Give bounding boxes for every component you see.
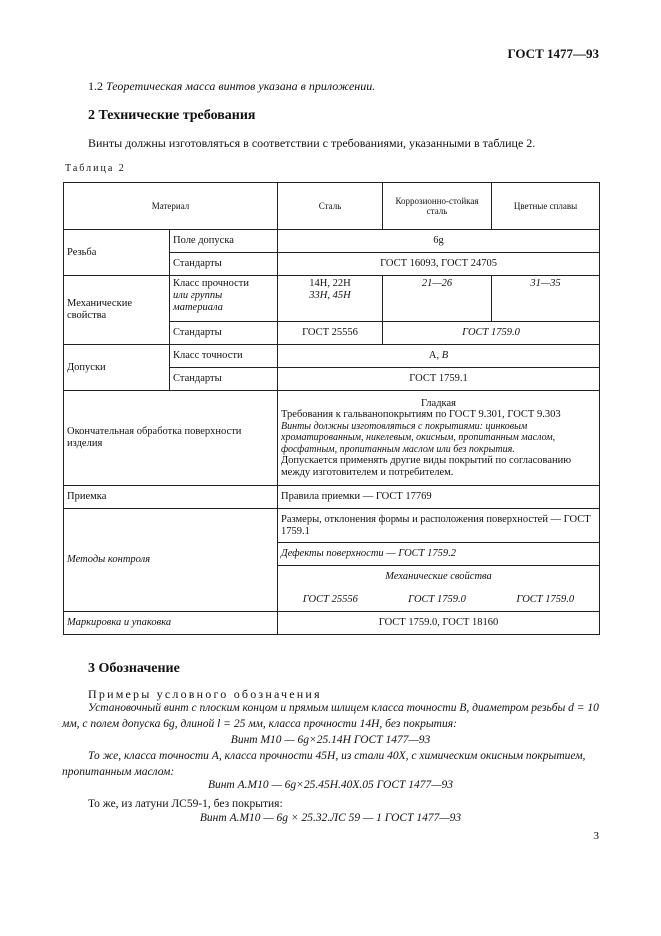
- row-label-mechanical: Механические свойства: [64, 276, 170, 345]
- cell-method-steel: ГОСТ 25556: [278, 589, 383, 612]
- steel-classes-line1: 14Н, 22Н: [309, 278, 351, 289]
- table-row: [64, 391, 600, 486]
- cell-acceptance: Правила приемки — ГОСТ 17769: [278, 486, 600, 509]
- row-sub-tolerance-field: Поле допуска: [170, 230, 278, 253]
- cell-tolerance-standard: ГОСТ 1759.1: [278, 368, 600, 391]
- cell-marking: ГОСТ 1759.0, ГОСТ 18160: [278, 612, 600, 635]
- clause-text: Теоретическая масса винтов указана в приложении.: [106, 79, 376, 93]
- cell-nonferrous-groups: 31—35: [492, 276, 600, 322]
- table-caption: Таблица 2: [65, 163, 126, 174]
- accuracy-value-b: В: [441, 350, 449, 362]
- table-row: [64, 276, 600, 322]
- example-3-code: Винт А.М10 — 6g × 25.32.ЛС 59 — 1 ГОСТ 1477—93: [199, 812, 462, 824]
- table-row: [64, 509, 600, 543]
- clause-number: 1.2: [88, 79, 103, 93]
- cell-stainless-groups: 21—26: [383, 276, 492, 322]
- table-row: [64, 612, 600, 635]
- cell-method-nonferrous: ГОСТ 1759.0: [492, 589, 600, 612]
- header-stainless: Коррозионно-стойкая сталь: [383, 183, 492, 230]
- cell-methods-dimensions: Размеры, отклонения формы и расположения поверхностей — ГОСТ 1759.1: [278, 509, 600, 543]
- row-sub-strength-class: [170, 276, 278, 322]
- finish-coatings: Винты должны изготовляться с покрытиями: цинковым хроматированным, никелевым, окисным, пропитанным маслом, фосфатным, пропитанным маслом или без покрытия.: [281, 421, 556, 455]
- example-2-text: То же, класса точности А, класса прочности 45Н, из стали 40Х, с химическим окисным покрытием, пропитанным маслом:: [62, 750, 586, 778]
- clause-1-2: [88, 79, 375, 94]
- cell-thread-standards: ГОСТ 16093, ГОСТ 24705: [278, 253, 600, 276]
- row-label-thread: Резьба: [64, 230, 170, 276]
- row-label-tolerances: Допуски: [64, 345, 170, 391]
- strength-class-line1: Класс прочности: [173, 278, 249, 289]
- cell-finish-description: [278, 391, 600, 486]
- header-material: Материал: [64, 183, 278, 230]
- accuracy-value-a: А,: [428, 350, 440, 362]
- example-2-code: Винт А.М10 — 6g×25.45Н.40Х.05 ГОСТ 1477—93: [207, 779, 454, 791]
- page-number: 3: [593, 830, 599, 842]
- example-1-code: Винт М10 — 6g×25.14Н ГОСТ 1477—93: [230, 734, 431, 746]
- table-row: [64, 486, 600, 509]
- table-header-row: [64, 183, 600, 230]
- row-label-acceptance: Приемка: [64, 486, 278, 509]
- cell-method-stainless: ГОСТ 1759.0: [383, 589, 492, 612]
- row-label-finish: Окончательная обработка поверхности изделия: [64, 391, 278, 486]
- table-row: [64, 230, 600, 253]
- cell-methods-mech-title: Механические свойства: [278, 566, 600, 589]
- section-2-title: 2 Технические требования: [88, 108, 256, 123]
- header-steel: Сталь: [278, 183, 383, 230]
- section-3-title: 3 Обозначение: [88, 661, 180, 676]
- examples-heading: Примеры условного обозначения: [88, 687, 322, 701]
- finish-plating-req: Требования к гальванопокрытиям по ГОСТ 9.301, ГОСТ 9.303: [281, 409, 561, 421]
- cell-tolerance-value: 6g: [278, 230, 600, 253]
- finish-other: Допускается применять другие виды покрытий по согласованию между изготовителем и потребителем.: [281, 454, 572, 478]
- header-nonferrous: Цветные сплавы: [492, 183, 600, 230]
- cell-mech-std-other: ГОСТ 1759.0: [383, 322, 600, 345]
- row-sub-standards: Стандарты: [170, 322, 278, 345]
- document-header: ГОСТ 1477—93: [507, 46, 599, 61]
- table-row: [64, 345, 600, 368]
- section-2-intro: Винты должны изготовляться в соответствии с требованиями, указанными в таблице 2.: [88, 136, 536, 150]
- cell-steel-classes: [278, 276, 383, 322]
- row-sub-accuracy-class: Класс точности: [170, 345, 278, 368]
- cell-methods-defects: Дефекты поверхности — ГОСТ 1759.2: [278, 543, 600, 566]
- row-sub-standards: Стандарты: [170, 253, 278, 276]
- row-sub-standards: Стандарты: [170, 368, 278, 391]
- cell-mech-std-steel: ГОСТ 25556: [278, 322, 383, 345]
- row-label-marking: Маркировка и упаковка: [64, 612, 278, 635]
- finish-smooth: Гладкая: [421, 397, 456, 409]
- example-3-text: То же, из латуни ЛС59-1, без покрытия:: [88, 798, 283, 810]
- strength-class-line2: или группы материала: [173, 289, 223, 313]
- example-1-text: Установочный винт с плоским концом и прямым шлицем класса точности В, диаметром резьбы d = 10 мм, с полем допуска 6g, длиной l = 25 мм, класса прочности 14Н, без покрытия:: [62, 702, 599, 730]
- requirements-table: [63, 182, 600, 635]
- cell-accuracy-value: [278, 345, 600, 368]
- steel-classes-line2: 33Н, 45Н: [309, 289, 351, 301]
- row-label-methods: Методы контроля: [64, 509, 278, 612]
